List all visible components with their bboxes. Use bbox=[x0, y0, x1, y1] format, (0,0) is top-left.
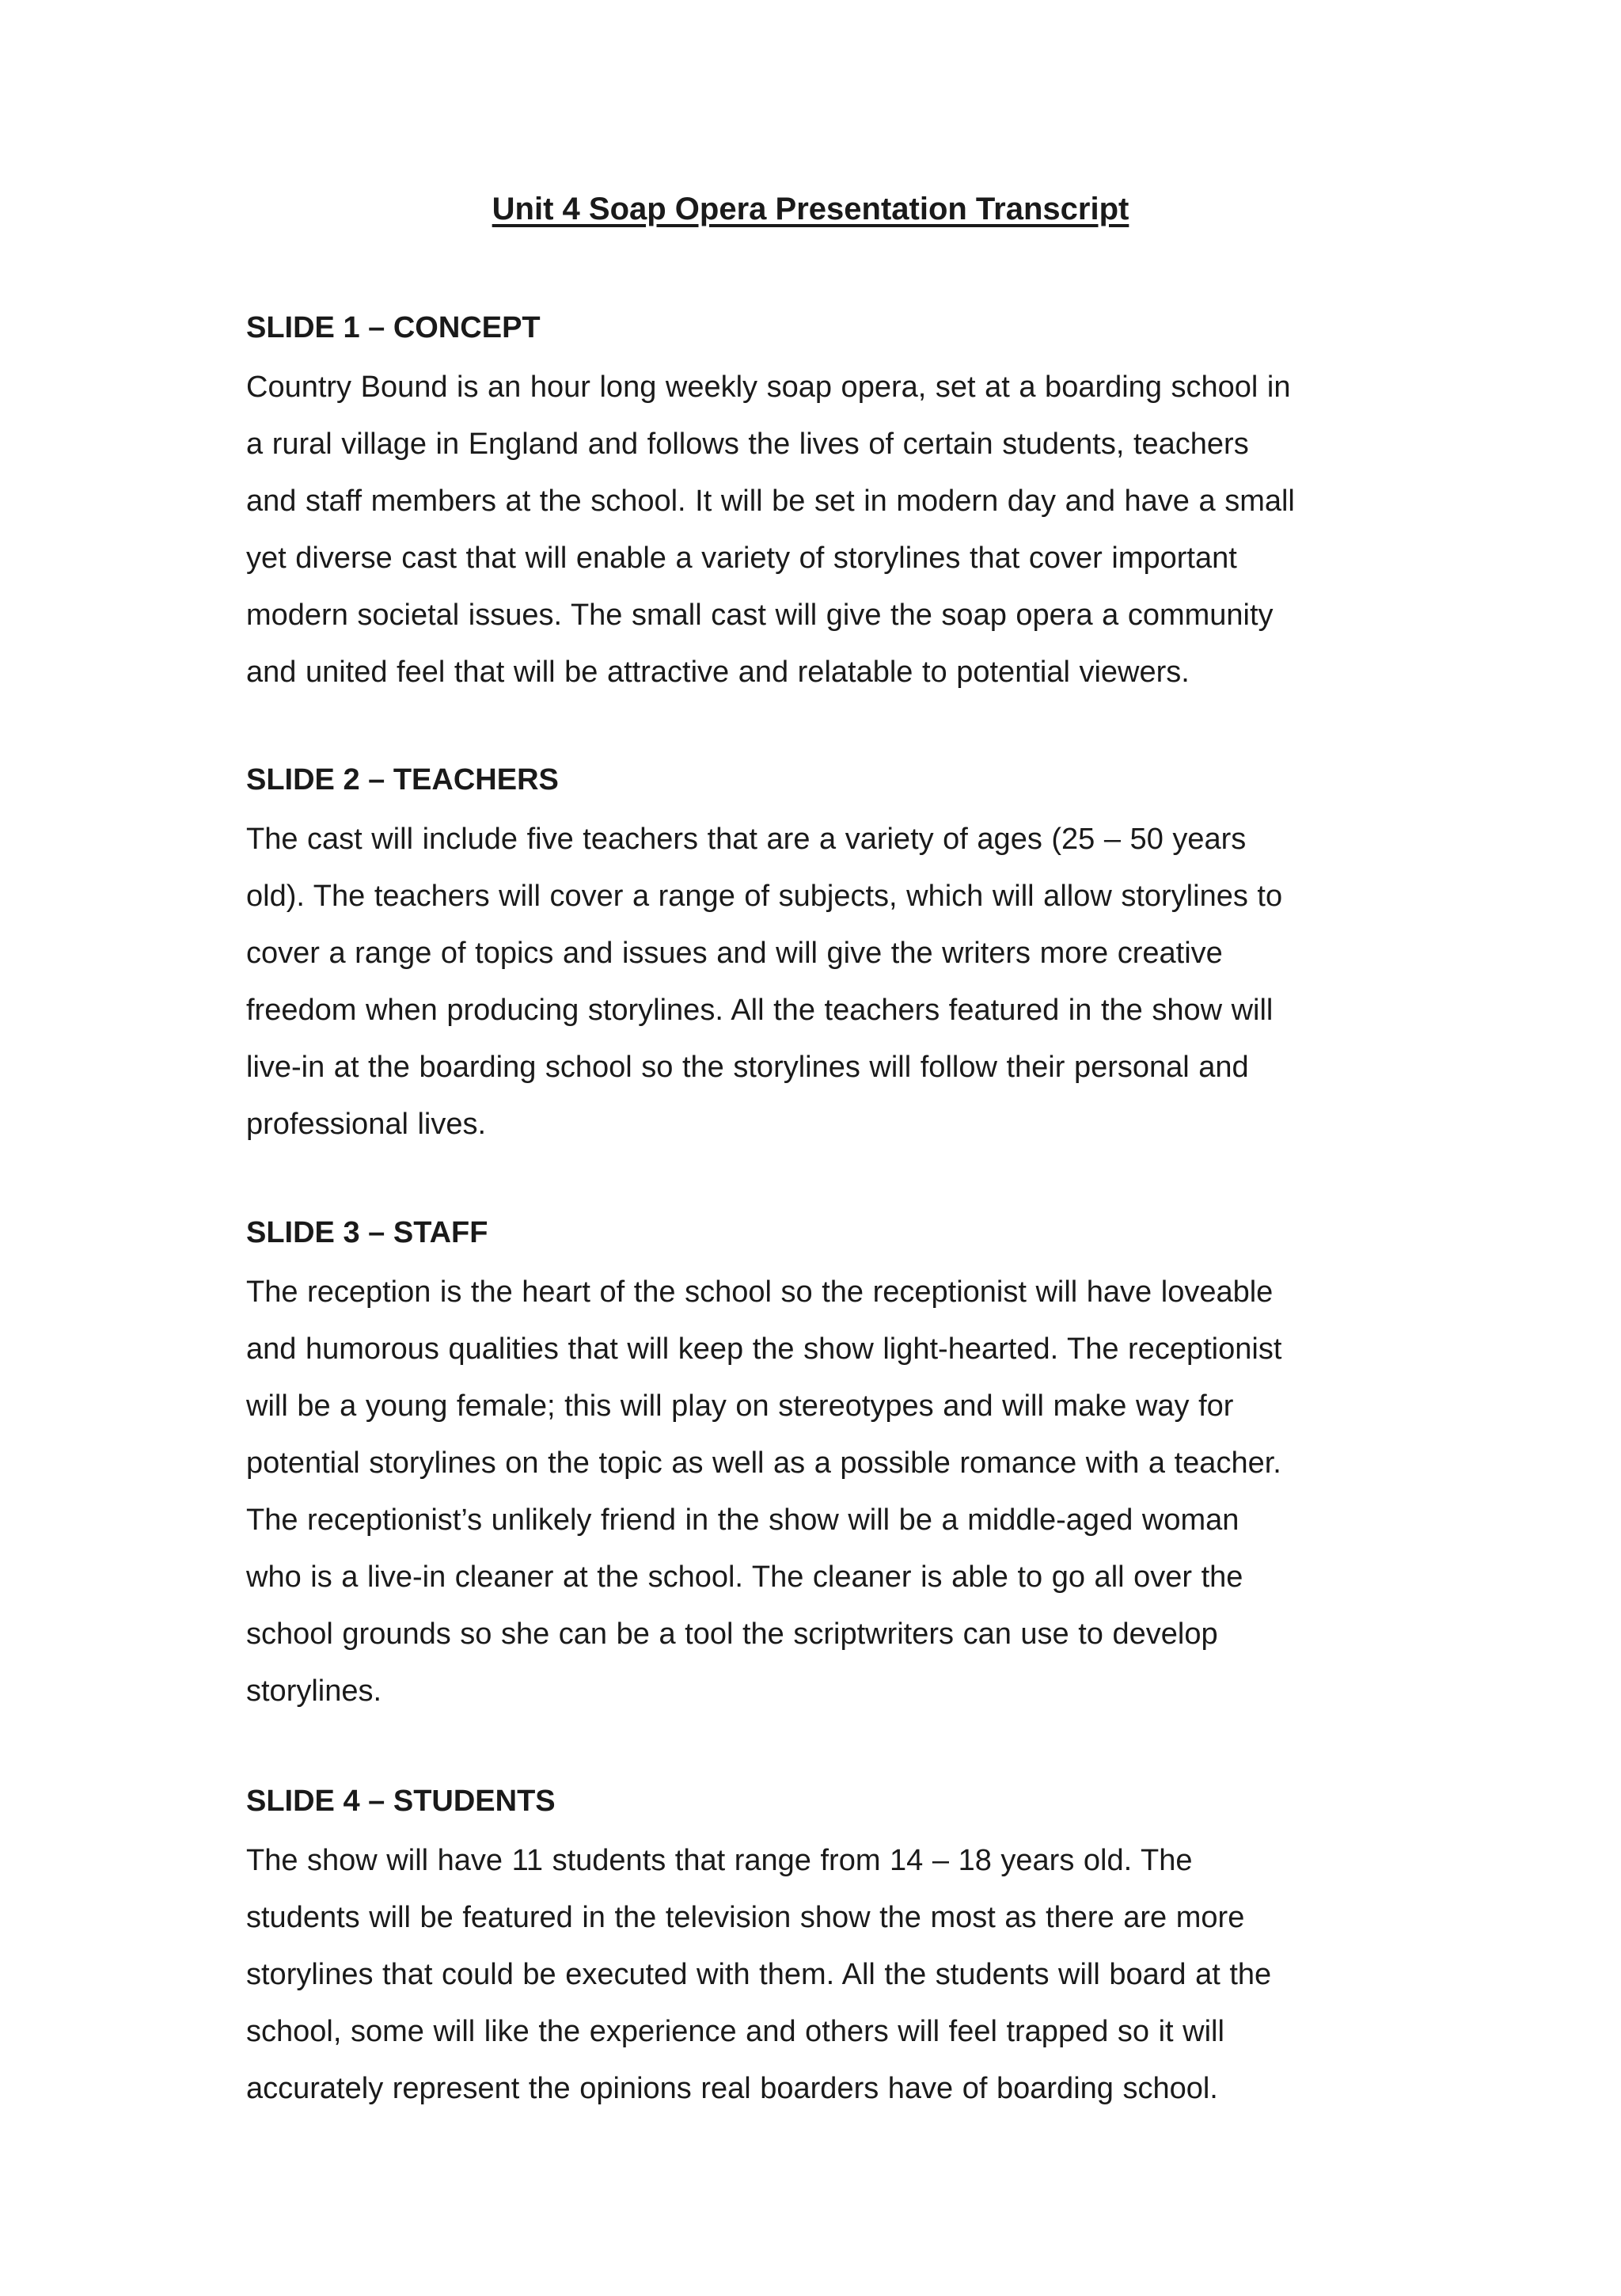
body-line: Country Bound is an hour long weekly soap opera, set at a boarding school in bbox=[246, 371, 1291, 404]
body-line: school, some will like the experience and others will feel trapped so it will bbox=[246, 2015, 1224, 2048]
section-body bbox=[246, 1832, 1386, 2117]
document-title: Unit 4 Soap Opera Presentation Transcript bbox=[492, 192, 1129, 226]
body-line: old). The teachers will cover a range of subjects, which will allow storylines to bbox=[246, 880, 1283, 913]
body-line: cover a range of topics and issues and will give the writers more creative bbox=[246, 937, 1223, 970]
section-body bbox=[246, 811, 1386, 1153]
body-line: will be a young female; this will play on stereotypes and will make way for bbox=[246, 1389, 1234, 1423]
section-heading: SLIDE 3 – STAFF bbox=[246, 1216, 488, 1249]
body-line: The show will have 11 students that range from 14 – 18 years old. The bbox=[246, 1844, 1193, 1877]
body-line: and united feel that will be attractive and relatable to potential viewers. bbox=[246, 656, 1190, 689]
body-line: yet diverse cast that will enable a variety of storylines that cover important bbox=[246, 542, 1237, 575]
body-line: students will be featured in the television show the most as there are more bbox=[246, 1901, 1245, 1934]
section-slide-2-teachers bbox=[246, 760, 1386, 1153]
body-line: storylines that could be executed with them. All the students will board at the bbox=[246, 1958, 1272, 1991]
section-body bbox=[246, 359, 1386, 701]
body-line: The receptionist’s unlikely friend in the show will be a middle-aged woman bbox=[246, 1503, 1239, 1537]
body-line: storylines. bbox=[246, 1674, 382, 1708]
body-line: live-in at the boarding school so the storylines will follow their personal and bbox=[246, 1051, 1249, 1084]
body-line: and staff members at the school. It will be set in modern day and have a small bbox=[246, 485, 1295, 518]
section-slide-1-concept bbox=[246, 308, 1386, 701]
body-line: who is a live-in cleaner at the school. The cleaner is able to go all over the bbox=[246, 1560, 1243, 1594]
section-slide-3-staff bbox=[246, 1213, 1386, 1720]
body-line: a rural village in England and follows the lives of certain students, teachers bbox=[246, 428, 1249, 461]
section-heading: SLIDE 4 – STUDENTS bbox=[246, 1785, 556, 1818]
body-line: and humorous qualities that will keep the show light-hearted. The receptionist bbox=[246, 1332, 1282, 1366]
section-heading: SLIDE 2 – TEACHERS bbox=[246, 763, 559, 796]
body-line: modern societal issues. The small cast will give the soap opera a community bbox=[246, 599, 1274, 632]
body-line: professional lives. bbox=[246, 1108, 487, 1141]
body-line: freedom when producing storylines. All the teachers featured in the show will bbox=[246, 994, 1274, 1027]
body-line: school grounds so she can be a tool the scriptwriters can use to develop bbox=[246, 1617, 1218, 1651]
section-body bbox=[246, 1264, 1386, 1720]
section-slide-4-students bbox=[246, 1781, 1386, 2117]
body-line: potential storylines on the topic as well as a possible romance with a teacher. bbox=[246, 1446, 1281, 1480]
body-line: accurately represent the opinions real boarders have of boarding school. bbox=[246, 2072, 1218, 2105]
section-heading: SLIDE 1 – CONCEPT bbox=[246, 311, 541, 344]
body-line: The cast will include five teachers that are a variety of ages (25 – 50 years bbox=[246, 823, 1247, 856]
body-line: The reception is the heart of the school so the receptionist will have loveable bbox=[246, 1275, 1274, 1309]
